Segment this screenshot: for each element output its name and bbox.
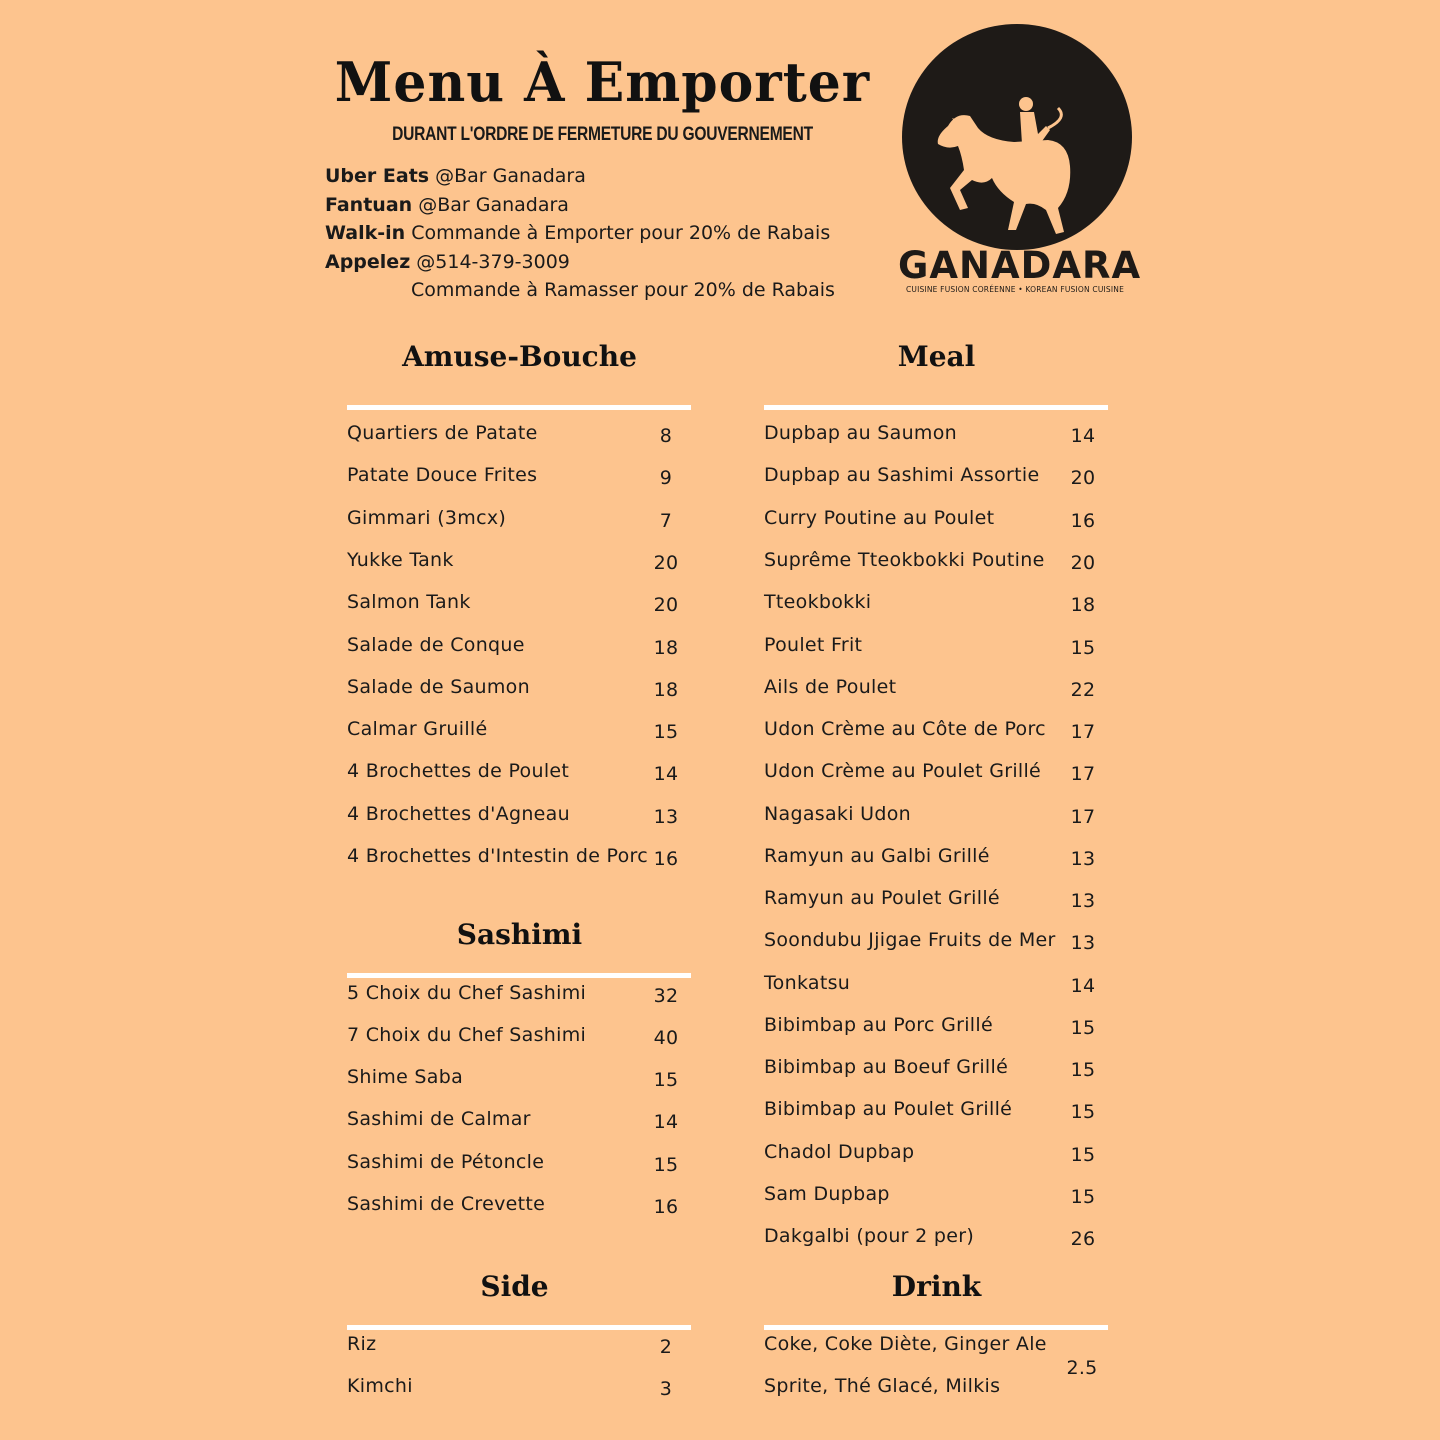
item-name: Coke, Coke Diète, Ginger Ale (764, 1333, 1047, 1355)
item-price: 9 (659, 467, 673, 489)
item-price: 17 (1070, 806, 1096, 828)
item-price: 15 (653, 1154, 679, 1176)
item-name: Suprême Tteokbokki Poutine (764, 549, 1045, 571)
contact-walk-in (325, 219, 835, 248)
menu-item (347, 760, 687, 790)
item-price: 16 (653, 1196, 679, 1218)
item-name: Ramyun au Galbi Grillé (764, 845, 990, 867)
item-price: 17 (1070, 763, 1096, 785)
item-price: 15 (1070, 1059, 1096, 1081)
menu-item (347, 676, 687, 706)
menu-item (764, 549, 1104, 579)
item-price: 13 (1070, 848, 1096, 870)
item-price: 15 (1070, 637, 1096, 659)
menu-item (764, 634, 1104, 664)
contact-label: Appelez (325, 250, 411, 273)
item-name: Quartiers de Patate (347, 422, 538, 444)
item-name: Patate Douce Frites (347, 464, 538, 486)
item-name: Riz (347, 1333, 377, 1355)
menu-item (764, 972, 1104, 1002)
page-title: Menu À Emporter (334, 50, 871, 115)
item-name: Bibimbap au Poulet Grillé (764, 1098, 1013, 1120)
contact-label: Uber Eats (325, 165, 430, 187)
item-price: 40 (653, 1027, 679, 1049)
item-name: Bibimbap au Boeuf Grillé (764, 1056, 1009, 1078)
contact-note: Commande à Ramasser pour 20% de Rabais (411, 279, 835, 301)
item-price: 13 (653, 806, 679, 828)
item-name: Dupbap au Saumon (764, 422, 957, 444)
item-price: 15 (653, 1069, 679, 1091)
item-name: Kimchi (347, 1375, 413, 1397)
item-name: 4 Brochettes d'Intestin de Porc (347, 845, 648, 867)
item-price: 8 (659, 425, 673, 447)
item-price: 16 (653, 848, 679, 870)
section-title-side: Side (480, 1270, 549, 1303)
item-name: Chadol Dupbap (764, 1141, 915, 1163)
menu-item (764, 1098, 1104, 1128)
menu-item (347, 1024, 687, 1054)
menu-item (347, 982, 687, 1012)
menu-item (347, 1108, 687, 1138)
menu-item (347, 803, 687, 833)
section-title-meal: Meal (897, 340, 976, 373)
menu-item (347, 634, 687, 664)
menu-item (764, 718, 1104, 748)
contact-phone (325, 248, 835, 277)
menu-item (347, 1066, 687, 1096)
menu-item (764, 507, 1104, 537)
menu-item (347, 1151, 687, 1181)
item-name: Bibimbap au Porc Grillé (764, 1014, 993, 1036)
contact-value: Commande à Emporter pour 20% de Rabais (405, 222, 831, 244)
item-price: 20 (653, 552, 679, 574)
section-title-amuse-bouche: Amuse-Bouche (402, 340, 637, 373)
logo-tagline: CUISINE FUSION CORÉENNE • KOREAN FUSION CUISINE (905, 285, 1125, 294)
item-name: Tonkatsu (764, 972, 851, 994)
item-price: 15 (1070, 1017, 1096, 1039)
contact-info (325, 162, 835, 305)
menu-item (347, 507, 687, 537)
item-price: 14 (653, 1111, 679, 1133)
item-price: 15 (1070, 1101, 1096, 1123)
menu-item (347, 718, 687, 748)
menu-item (347, 549, 687, 579)
item-name: Ails de Poulet (764, 676, 897, 698)
item-price: 14 (1070, 425, 1096, 447)
item-price: 32 (653, 985, 679, 1007)
menu-item (347, 1333, 687, 1363)
menu-item (347, 591, 687, 621)
item-name: Sashimi de Calmar (347, 1108, 531, 1130)
item-name: Udon Crème au Poulet Grillé (764, 760, 1042, 782)
item-price: 20 (1070, 552, 1096, 574)
divider (347, 405, 691, 410)
divider (764, 1325, 1108, 1330)
item-name: Soondubu Jjigae Fruits de Mer (764, 929, 1056, 951)
menu-item (764, 591, 1104, 621)
item-price: 14 (1070, 975, 1096, 997)
page-subtitle: DURANT L'ORDRE DE FERMETURE DU GOUVERNEMENT (392, 124, 813, 145)
item-name: Udon Crème au Côte de Porc (764, 718, 1046, 740)
item-name: Shime Saba (347, 1066, 464, 1088)
horse-rider-icon (918, 82, 1098, 252)
item-price: 2 (659, 1336, 673, 1358)
menu-item (764, 929, 1104, 959)
divider (347, 1325, 691, 1330)
divider (347, 973, 691, 978)
item-name: 4 Brochettes de Poulet (347, 760, 570, 782)
item-name: Curry Poutine au Poulet (764, 507, 995, 529)
item-price: 15 (1070, 1186, 1096, 1208)
item-name: Calmar Gruillé (347, 718, 488, 740)
drink-line (764, 1333, 1064, 1363)
item-name: Sprite, Thé Glacé, Milkis (764, 1375, 1001, 1397)
item-name: Salade de Conque (347, 634, 525, 656)
contact-fantuan (325, 191, 835, 220)
item-name: Dakgalbi (pour 2 per) (764, 1225, 975, 1247)
item-price: 13 (1070, 932, 1096, 954)
item-name: Dupbap au Sashimi Assortie (764, 464, 1040, 486)
item-name: Nagasaki Udon (764, 803, 911, 825)
item-name: 5 Choix du Chef Sashimi (347, 982, 587, 1004)
menu-item (764, 422, 1104, 452)
drink-price (1062, 1354, 1102, 1384)
menu-item (764, 1141, 1104, 1171)
section-title-sashimi: Sashimi (456, 918, 583, 951)
item-price: 18 (653, 637, 679, 659)
item-price: 14 (653, 763, 679, 785)
menu-item (764, 803, 1104, 833)
drink-line (764, 1375, 1064, 1405)
item-price: 18 (653, 679, 679, 701)
menu-item (764, 676, 1104, 706)
item-price: 15 (1070, 1144, 1096, 1166)
contact-value: @Bar Ganadara (412, 193, 569, 216)
item-price: 13 (1070, 890, 1096, 912)
item-name: 4 Brochettes d'Agneau (347, 803, 570, 825)
menu-item (347, 1375, 687, 1405)
item-name: Poulet Frit (764, 634, 863, 656)
menu-item (764, 464, 1104, 494)
contact-label: Fantuan (325, 193, 413, 216)
menu-item (764, 760, 1104, 790)
contact-value: @514-379-3009 (410, 250, 570, 273)
item-name: Salmon Tank (347, 591, 471, 613)
menu-item (764, 1056, 1104, 1086)
section-title-drink: Drink (891, 1270, 982, 1303)
item-price: 22 (1070, 679, 1096, 701)
menu-item (347, 1193, 687, 1223)
item-name: Sashimi de Crevette (347, 1193, 546, 1215)
item-name: Salade de Saumon (347, 676, 530, 698)
menu-item (764, 845, 1104, 875)
item-price: 17 (1070, 721, 1096, 743)
item-price: 7 (659, 510, 673, 532)
logo-name: GANADARA (898, 244, 1142, 287)
item-name: Tteokbokki (764, 591, 872, 613)
contact-value: @Bar Ganadara (429, 165, 586, 187)
item-price: 20 (1070, 467, 1096, 489)
menu-item (347, 422, 687, 452)
item-name: 7 Choix du Chef Sashimi (347, 1024, 587, 1046)
item-price: 15 (653, 721, 679, 743)
menu-item (764, 887, 1104, 917)
contact-uber-eats (325, 162, 835, 191)
item-name: Gimmari (3mcx) (347, 507, 507, 529)
item-price: 2.5 (1066, 1357, 1098, 1379)
item-name: Sam Dupbap (764, 1183, 890, 1205)
item-price: 16 (1070, 510, 1096, 532)
contact-label: Walk-in (325, 222, 406, 244)
menu-item (764, 1183, 1104, 1213)
divider (764, 405, 1108, 410)
menu-item (764, 1225, 1104, 1255)
item-price: 3 (659, 1378, 673, 1400)
restaurant-logo (898, 22, 1142, 302)
menu-item (764, 1014, 1104, 1044)
item-price: 18 (1070, 594, 1096, 616)
item-name: Ramyun au Poulet Grillé (764, 887, 1000, 909)
menu-item (347, 464, 687, 494)
menu-item (347, 845, 687, 875)
item-price: 26 (1070, 1228, 1096, 1250)
item-name: Yukke Tank (347, 549, 454, 571)
item-name: Sashimi de Pétoncle (347, 1151, 545, 1173)
item-price: 20 (653, 594, 679, 616)
